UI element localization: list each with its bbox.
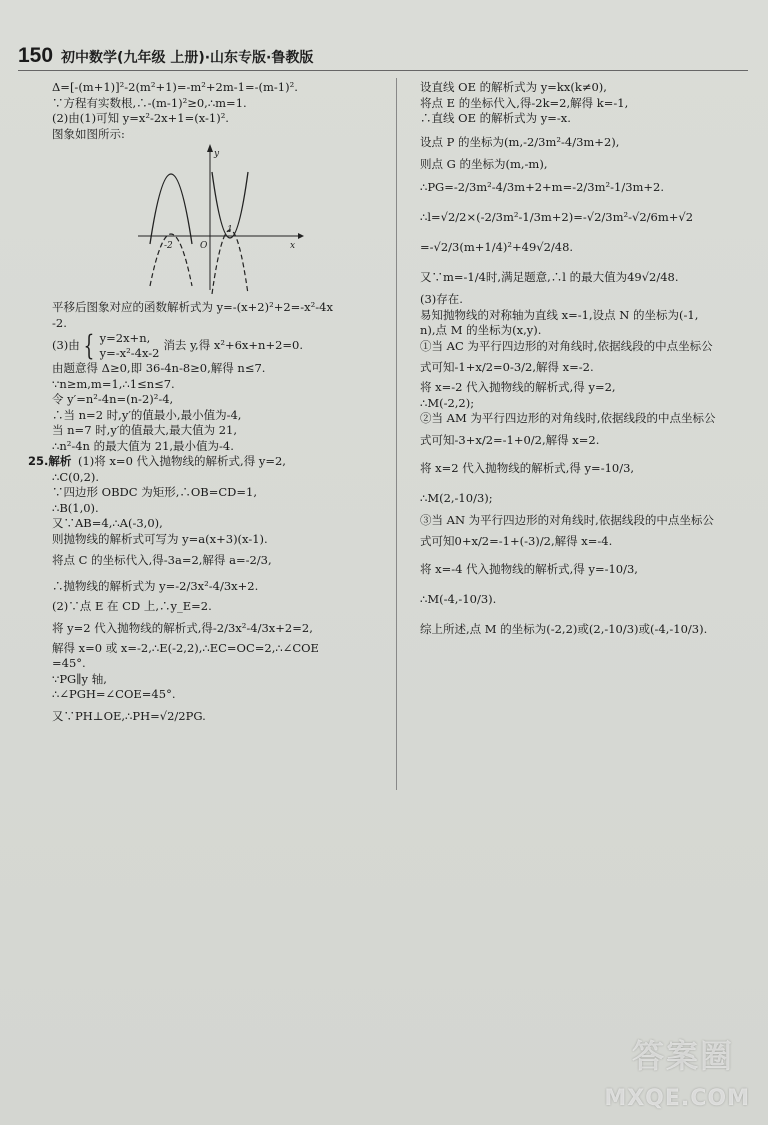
text-line: (2)由(1)可知 y=x²-2x+1=(x-1)². — [52, 111, 229, 125]
text-line: 将 x=2 代入抛物线的解析式,得 y=-10/3, — [420, 460, 635, 475]
text-line: 将 x=-4 代入抛物线的解析式,得 y=-10/3, — [420, 562, 638, 576]
text-line: -2. — [52, 315, 67, 330]
question-number: 25.解析 — [28, 454, 72, 468]
text-line: 式可知0+x/2=-1+(-3)/2,解得 x=-4. — [420, 534, 613, 548]
tick-label-neg2: -2 — [164, 241, 173, 251]
system-eq-1: y=2x+n, — [99, 331, 151, 345]
text-line: 由题意得 Δ≥0,即 36-4n-8≥0,解得 n≤7. — [52, 361, 266, 375]
text-line: 综上所述,点 M 的坐标为(-2,2)或(2,-10/3)或(-4,-10/3). — [420, 622, 708, 636]
brace-symbol: { — [83, 329, 95, 362]
text-line: 将 y=2 代入抛物线的解析式,得-2/3x²-4/3x+2=2, — [52, 620, 313, 635]
y-axis-arrow — [207, 144, 213, 152]
text-line: ∵PG∥y 轴, — [52, 671, 107, 686]
text-line: 令 y′=n²-4n=(n-2)²-4, — [52, 392, 174, 406]
question-25-first-line — [28, 454, 390, 470]
system-suffix: 消去 y,得 x²+6x+n+2=0. — [163, 338, 304, 353]
text-line: ①当 AC 为平行四边形的对角线时,依据线段的中点坐标公 — [420, 338, 713, 353]
text-line: ∴直线 OE 的解析式为 y=-x. — [420, 111, 571, 125]
text-line: (3)存在. — [420, 292, 463, 306]
text-line: ∴抛物线的解析式为 y=-2/3x²-4/3x+2. — [52, 579, 259, 593]
text-line: ③当 AN 为平行四边形的对角线时,依据线段的中点坐标公 — [420, 512, 714, 527]
text-line: Δ=[-(m+1)]²-2(m²+1)=-m²+2m-1=-(m-1)². — [52, 80, 298, 94]
text-line: 设直线 OE 的解析式为 y=kx(k≠0), — [420, 80, 607, 94]
text-line: 又∵m=-1/4时,满足题意,∴l 的最大值为49√2/48. — [420, 270, 679, 284]
text-line: =-√2/3(m+1/4)²+49√2/48. — [420, 240, 574, 254]
text-line: ∵n≥m,m=1,∴1≤n≤7. — [52, 376, 175, 391]
text-line: 式可知-1+x/2=0-3/2,解得 x=-2. — [420, 360, 594, 374]
text-line: ∴PG=-2/3m²-4/3m+2+m=-2/3m²-1/3m+2. — [420, 180, 665, 194]
page-number: 150 — [18, 44, 54, 67]
parabola-reflected — [212, 230, 248, 294]
text-line: ∴l=√2/2×(-2/3m²-1/3m+2)=-√2/3m²-√2/6m+√2 — [420, 210, 694, 224]
text-line: ∴M(-2,2); — [420, 395, 475, 410]
right-column — [420, 80, 750, 644]
q25-text: (1)将 x=0 代入抛物线的解析式,得 y=2, — [78, 454, 286, 468]
system-prefix: (3)由 — [52, 338, 80, 353]
text-line: ∵四边形 OBDC 为矩形,∴OB=CD=1, — [52, 485, 258, 499]
text-line: ∴n²-4n 的最大值为 21,最小值为-4. — [52, 438, 234, 453]
origin-label: O — [200, 241, 208, 251]
text-line: 平移后图象对应的函数解析式为 y=-(x+2)²+2=-x²-4x — [52, 300, 333, 314]
text-line: ∴B(1,0). — [52, 500, 99, 515]
text-line: 图象如图所示: — [52, 126, 125, 141]
system-equations — [100, 331, 160, 361]
watermark-url: MXQE.COM — [604, 1086, 750, 1111]
text-line: ∴∠PGH=∠COE=45°. — [52, 687, 176, 701]
text-line: 又∵AB=4,∴A(-3,0), — [52, 516, 163, 530]
x-axis-label: x — [290, 241, 296, 251]
text-line: 解得 x=0 或 x=-2,∴E(-2,2),∴EC=OC=2,∴∠COE — [52, 640, 319, 655]
text-line: 设点 P 的坐标为(m,-2/3m²-4/3m+2), — [420, 134, 620, 149]
text-line: 则点 G 的坐标为(m,-m), — [420, 156, 548, 171]
text-line: (2)∵点 E 在 CD 上,∴y_E=2. — [52, 599, 212, 613]
column-divider — [396, 78, 397, 790]
text-line: ②当 AM 为平行四边形的对角线时,依据线段的中点坐标公 — [420, 411, 716, 425]
y-axis-label: y — [214, 149, 220, 159]
equation-system — [52, 331, 390, 361]
text-line: ∴M(-4,-10/3). — [420, 592, 497, 606]
text-line: 则抛物线的解析式可写为 y=a(x+3)(x-1). — [52, 531, 268, 546]
book-title: 初中数学(九年级 上册)·山东专版·鲁教版 — [61, 50, 314, 66]
text-line: n),点 M 的坐标为(x,y). — [420, 323, 542, 337]
text-line: ∴C(0,2). — [52, 469, 100, 484]
header-rule — [18, 70, 748, 71]
x-axis-arrow — [298, 233, 304, 239]
left-column — [28, 80, 390, 729]
tick-label-1: 1 — [227, 225, 233, 235]
text-line: 将点 C 的坐标代入,得-3a=2,解得 a=-2/3, — [52, 553, 272, 567]
text-line: ∴M(2,-10/3); — [420, 490, 493, 505]
system-eq-2: y=-x²-4x-2 — [99, 346, 160, 360]
text-line: 又∵PH⊥OE,∴PH=√2/2PG. — [52, 708, 206, 723]
text-line: 易知抛物线的对称轴为直线 x=-1,设点 N 的坐标为(-1, — [420, 307, 699, 322]
watermark-logo-text: 答案圈 — [631, 1037, 734, 1075]
text-line: 式可知-3+x/2=-1+0/2,解得 x=2. — [420, 432, 600, 447]
text-line: ∴当 n=2 时,y′的值最小,最小值为-4, — [52, 407, 242, 422]
parabola-graph — [134, 144, 304, 294]
text-line: 将 x=-2 代入抛物线的解析式,得 y=2, — [420, 380, 616, 394]
text-line: 将点 E 的坐标代入,得-2k=2,解得 k=-1, — [420, 95, 629, 110]
watermark — [604, 1031, 754, 1111]
page-header — [18, 44, 313, 70]
text-line: 当 n=7 时,y′的值最大,最大值为 21, — [52, 423, 238, 437]
text-line: ∵方程有实数根,∴-(m-1)²≥0,∴m=1. — [52, 95, 247, 110]
text-line: =45°. — [52, 656, 86, 670]
